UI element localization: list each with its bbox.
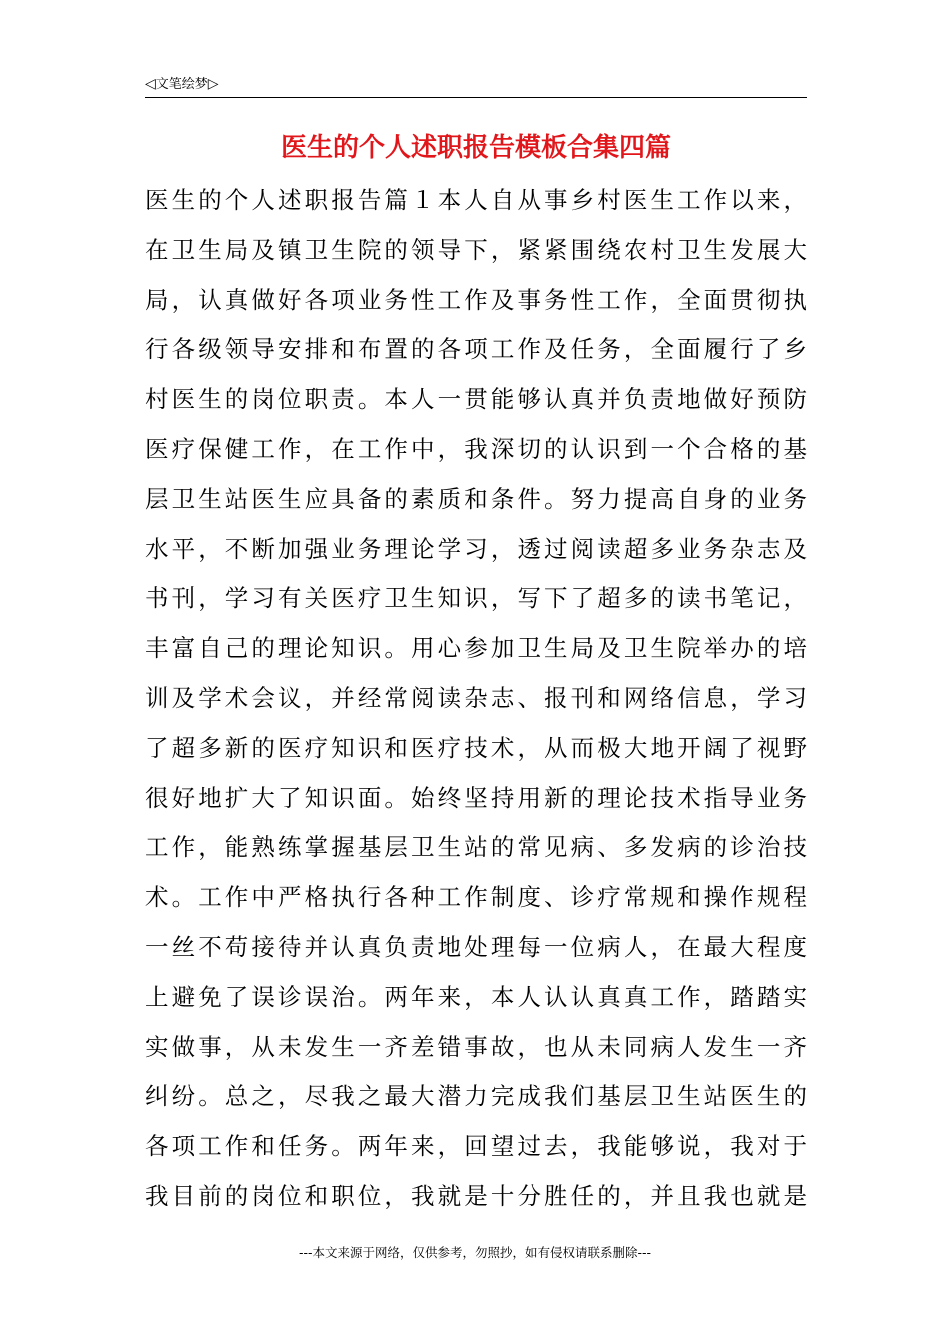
body-line: 水平，不断加强业务理论学习，透过阅读超多业务杂志及: [145, 534, 807, 563]
footer-notice: ---本文来源于网络，仅供参考，勿照抄，如有侵权请联系删除---: [298, 1245, 652, 1260]
body-line: 丰富自己的理论知识。用心参加卫生局及卫生院举办的培: [145, 634, 807, 663]
body-line: 行各级领导安排和布置的各项工作及任务，全面履行了乡: [145, 335, 807, 364]
body-line: 医生的个人述职报告篇１本人自从事乡村医生工作以来，: [145, 186, 807, 214]
brand-name: 文笔绘梦: [155, 77, 208, 92]
body-line: 医疗保健工作，在工作中，我深切的认识到一个合格的基: [145, 434, 807, 463]
header-brand: [145, 74, 219, 95]
body-line: 层卫生站医生应具备的素质和条件。努力提高自身的业务: [145, 484, 807, 513]
body-line: 局，认真做好各项业务性工作及事务性工作，全面贯彻执: [145, 285, 807, 314]
body-line: 书刊，学习有关医疗卫生知识，写下了超多的读书笔记，: [145, 584, 807, 613]
body-line: 我目前的岗位和职位，我就是十分胜任的，并且我也就是: [145, 1181, 807, 1210]
body-line: 村医生的岗位职责。本人一贯能够认真并负责地做好预防: [145, 385, 807, 414]
right-triangle-icon: ▷: [207, 76, 219, 92]
header-divider: [145, 97, 807, 98]
body-line: 训及学术会议，并经常阅读杂志、报刊和网络信息，学习: [145, 683, 807, 712]
body-line: 在卫生局及镇卫生院的领导下，紧紧围绕农村卫生发展大: [145, 235, 807, 264]
body-line: 工作，能熟练掌握基层卫生站的常见病、多发病的诊治技: [145, 833, 807, 862]
body-line: 纠纷。总之，尽我之最大潜力完成我们基层卫生站医生的: [145, 1082, 807, 1111]
left-triangle-icon: ◁: [145, 76, 156, 92]
body-line: 术。工作中严格执行各种工作制度、诊疗常规和操作规程: [145, 883, 807, 912]
body-line: 了超多新的医疗知识和医疗技术，从而极大地开阔了视野: [145, 733, 807, 762]
body-line: 一丝不苟接待并认真负责地处理每一位病人，在最大程度: [145, 932, 807, 961]
page-header: [145, 74, 805, 96]
body-line: 各项工作和任务。两年来，回望过去，我能够说，我对于: [145, 1132, 807, 1161]
document-body: [145, 181, 807, 1227]
body-line: 实做事，从未发生一齐差错事故，也从未同病人发生一齐: [145, 1032, 807, 1061]
body-line: 很好地扩大了知识面。始终坚持用新的理论技术指导业务: [145, 783, 807, 812]
document-title: 医生的个人述职报告模板合集四篇: [280, 133, 671, 163]
body-line: 上避免了误诊误治。两年来，本人认认真真工作，踏踏实: [145, 982, 807, 1011]
